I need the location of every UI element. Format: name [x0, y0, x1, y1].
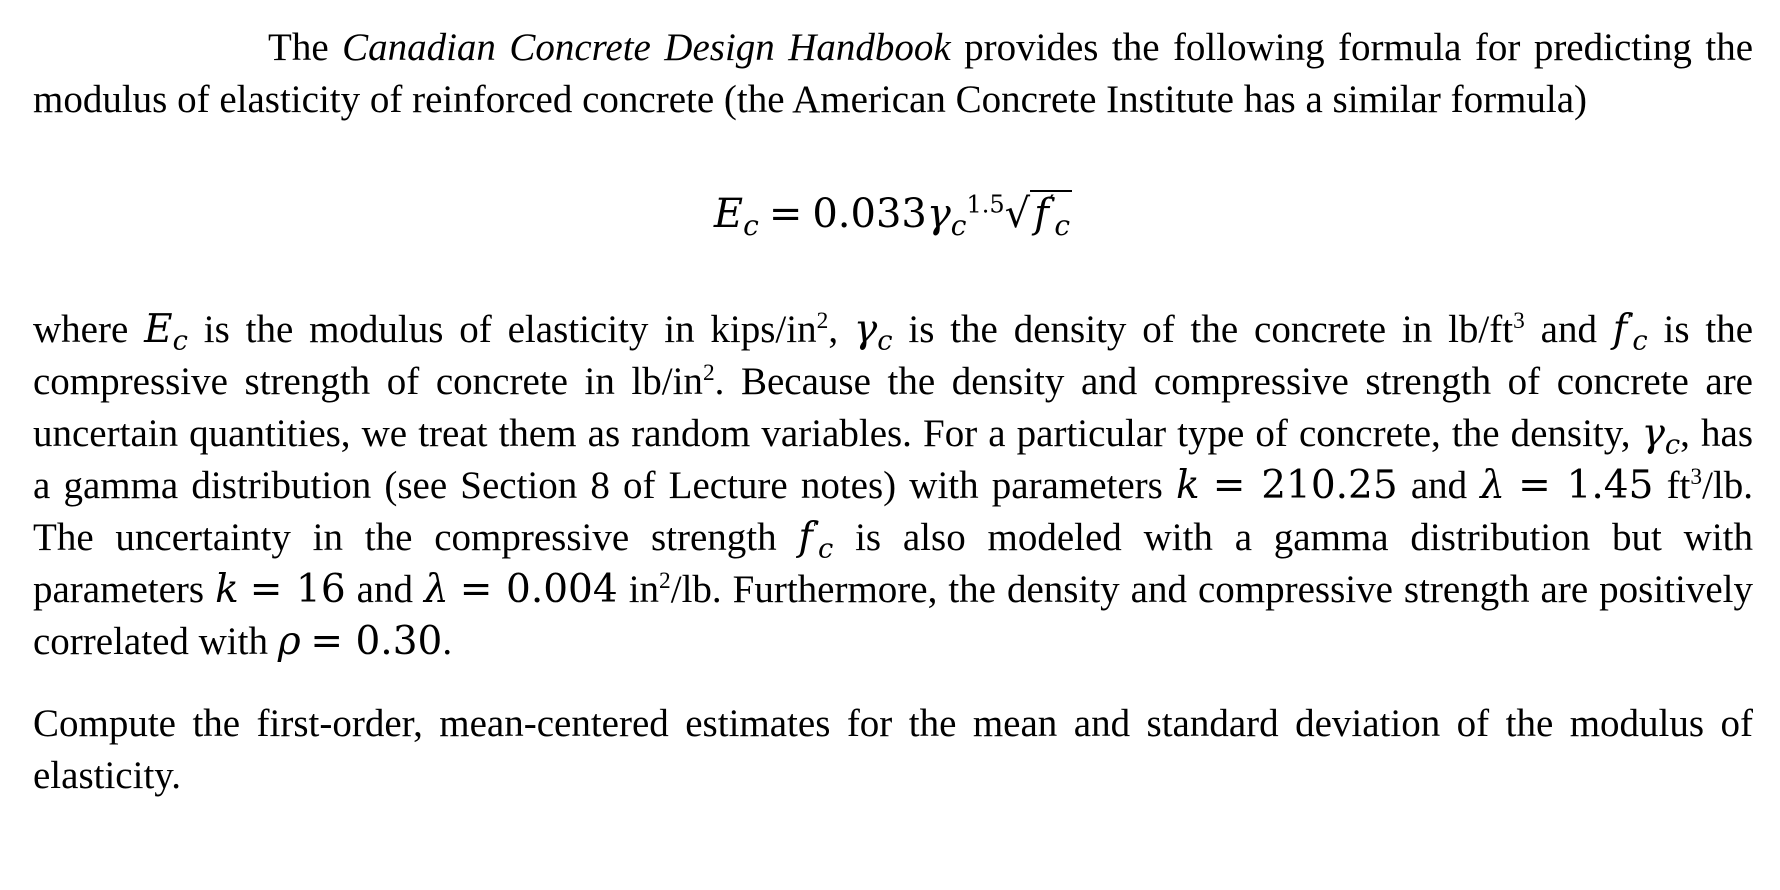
eq-gamma-sub: c [950, 208, 967, 242]
desc-text: ft [1666, 464, 1691, 507]
intro-the: The [268, 26, 329, 69]
eq-radicand-prime: ′ [1048, 190, 1055, 219]
param-value: = 16 [249, 567, 346, 612]
var-fc: f [1612, 307, 1628, 352]
var-fc-sub: c [1632, 325, 1648, 357]
desc-text: and [1410, 464, 1468, 507]
var-gamma-c: γ [1641, 411, 1665, 456]
desc-text: where [33, 308, 129, 351]
unit-exponent: 2 [659, 567, 671, 594]
var-rho: ρ [277, 619, 301, 664]
desc-text: . [442, 620, 453, 663]
var-Ec: E [144, 307, 173, 352]
var-fc-sub: c [817, 533, 834, 565]
desc-text: , [828, 308, 839, 351]
param-value: = 1.45 [1518, 463, 1654, 508]
var-Ec-sub: c [172, 325, 188, 357]
var-gamma-c: γ [853, 307, 878, 352]
eq-sqrt [1005, 182, 1072, 246]
param-value: = 0.004 [459, 567, 618, 612]
eq-lhs-sub: c [743, 208, 759, 242]
sqrt-icon: √ [1004, 191, 1031, 237]
desc-text: . Because the density and compressive strength of concrete are uncertain quantities, we treat them as random variables. For a particular type of concrete, the density, [33, 360, 1753, 455]
var-lambda: λ [423, 567, 449, 612]
var-fc-prime: ′ [1627, 307, 1633, 334]
eq-gamma-exponent: 1.5 [966, 190, 1005, 219]
eq-radicand [1030, 190, 1072, 242]
intro-paragraph [33, 22, 1753, 126]
desc-text: in [628, 568, 660, 611]
eq-equals: = [768, 191, 803, 237]
eq-coefficient: 0.033 [812, 191, 927, 237]
desc-text: is also modeled with a gamma distribution but with parameters [33, 516, 1753, 611]
handbook-title: Canadian Concrete Design Handbook [342, 26, 951, 69]
intro-text: provides the following formula for predicting the modulus of elasticity of reinforced concrete (the American Concrete Institute has a similar formula) [33, 26, 1754, 121]
desc-text: /lb. The uncertainty in the compressive strength [33, 464, 1754, 559]
var-gamma-c-sub: c [877, 325, 893, 357]
var-fc: f [798, 515, 813, 560]
paragraph-gap [33, 668, 1753, 698]
desc-text: , has a gamma distribution (see Section 8 of Lecture notes) with parameters [33, 412, 1753, 507]
var-k: k [1175, 463, 1200, 508]
desc-text: is the compressive strength of concrete in lb/in [33, 308, 1753, 403]
unit-exponent: 2 [816, 307, 829, 334]
unit-exponent: 3 [1513, 307, 1525, 334]
param-value: = 210.25 [1212, 463, 1398, 508]
problem-document [33, 22, 1753, 802]
var-gamma-c-sub: c [1664, 429, 1681, 461]
description-paragraph [33, 304, 1753, 668]
eq-radicand-sub: c [1054, 208, 1071, 242]
eq-radicand-var: f [1034, 191, 1049, 237]
var-lambda: λ [1480, 463, 1505, 508]
desc-text: is the modulus of elasticity in kips/in [203, 308, 817, 351]
desc-text: is the density of the concrete in lb/ft [908, 308, 1514, 351]
question-paragraph: Compute the first-order, mean-centered estimates for the mean and standard deviation of the modulus of elasticity. [33, 702, 1753, 797]
var-fc-prime: ′ [812, 515, 818, 542]
unit-exponent: 3 [1690, 463, 1703, 490]
eq-lhs-var: E [713, 191, 744, 237]
desc-text: and [356, 568, 413, 611]
desc-text: and [1540, 308, 1597, 351]
param-value: = 0.30 [310, 619, 443, 664]
var-k: k [215, 567, 239, 612]
unit-exponent: 2 [702, 359, 715, 386]
modulus-equation [33, 182, 1753, 246]
eq-gamma: γ [926, 191, 951, 237]
desc-text: /lb. Furthermore, the density and compressive strength are positively correlated with [33, 568, 1753, 663]
